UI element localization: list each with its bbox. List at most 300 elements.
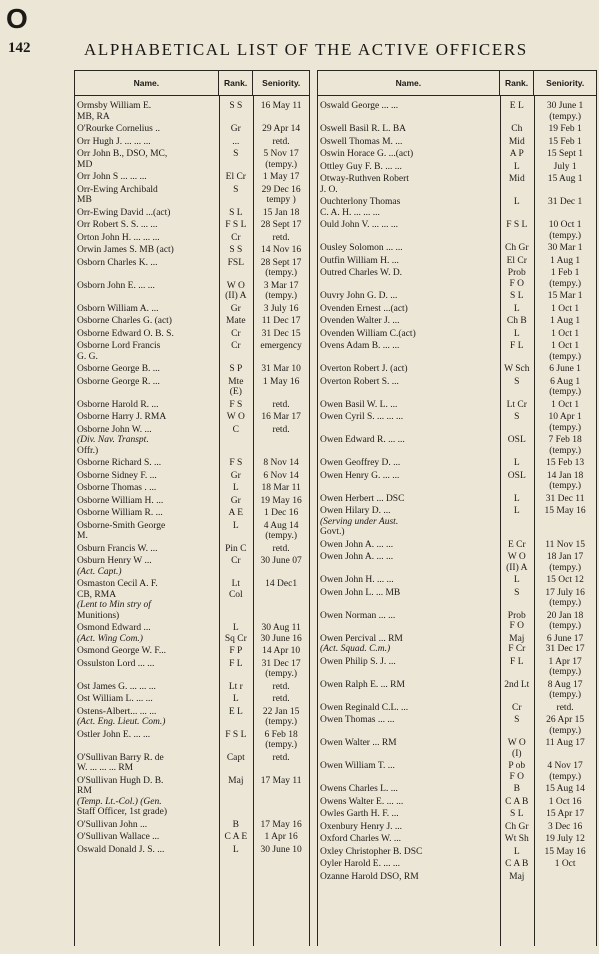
officer-rank: F Cr xyxy=(508,644,526,654)
officer-name-cell xyxy=(318,809,499,820)
officer-rank-cell xyxy=(218,659,253,680)
officer-rank: S xyxy=(233,184,239,195)
officer-rank-cell xyxy=(218,258,253,279)
officer-seniority-cell xyxy=(534,291,596,302)
officer-seniority: (tempy.) xyxy=(549,278,582,289)
officer-rank: Lt xyxy=(231,579,241,589)
officer-name: (Div. Nav. Transpt. xyxy=(77,435,149,445)
officer-name: Osborne-Smith George xyxy=(77,520,166,531)
officer-rank-cell xyxy=(499,834,534,845)
officer-seniority-cell xyxy=(534,634,596,655)
officer-rank-cell xyxy=(218,149,253,170)
officer-seniority: (tempy.) xyxy=(549,562,582,573)
officer-name-cell xyxy=(75,659,218,680)
officer-name: Owen Philip S. J. ... xyxy=(320,656,396,667)
officer-name: Ovenden William C.(act) xyxy=(320,328,416,339)
officer-rank-cell xyxy=(499,703,534,714)
officer-name: Ovens Adam B. ... ... xyxy=(320,341,400,351)
officer-rank-cell xyxy=(499,715,534,736)
officer-name: (Serving under Aust. xyxy=(320,516,399,527)
officer-seniority-cell xyxy=(534,703,596,714)
officer-name: Oswin Horace G. ...(act) xyxy=(320,149,414,159)
officer-seniority: (tempy.) xyxy=(549,621,582,631)
officer-seniority: 31 Dec 15 xyxy=(261,328,301,339)
officer-rank: Prob xyxy=(507,610,526,621)
officer-seniority-cell xyxy=(253,694,309,705)
officer-rank-cell xyxy=(499,329,534,340)
officer-name: Owles Garth H. F. ... xyxy=(320,809,399,819)
officer-name-cell xyxy=(75,425,218,457)
name-column-header: Name. xyxy=(395,78,422,88)
officer-name-cell xyxy=(318,364,499,375)
officer-rank-cell xyxy=(499,458,534,469)
officer-rank: Gr xyxy=(230,495,241,506)
officer-name: Osmaston Cecil A. F. xyxy=(77,579,158,589)
officer-name-cell xyxy=(318,784,499,795)
officer-name: Oswell Thomas M. ... xyxy=(320,136,403,147)
officer-seniority-cell xyxy=(253,400,309,411)
officer-name: (Lent to Min stry of xyxy=(77,600,151,610)
officer-rank: S L xyxy=(510,291,524,301)
officer-seniority-cell xyxy=(253,124,309,135)
rank-column-header: Rank. xyxy=(499,71,534,95)
officer-seniority: (tempy.) xyxy=(265,291,298,301)
officer-name: Outred Charles W. D. xyxy=(320,268,403,278)
officer-name: O'Sullivan Wallace ... xyxy=(77,832,160,842)
officer-entry xyxy=(75,364,309,375)
officer-seniority-cell xyxy=(534,149,596,160)
officer-entry xyxy=(75,220,309,231)
officer-rank-cell xyxy=(499,506,534,538)
officer-entry xyxy=(75,412,309,423)
officer-name: Govt.) xyxy=(320,527,345,537)
officer-entry xyxy=(318,329,596,340)
officer-rank: Wt Sh xyxy=(504,834,529,844)
officer-rank-cell xyxy=(218,425,253,457)
officer-name: Osmond Edward ... xyxy=(77,623,151,633)
officer-seniority: 28 Sept 17 xyxy=(260,220,302,230)
officer-name: Offr.) xyxy=(77,445,99,456)
officer-entry xyxy=(318,761,596,782)
officer-name: Osborn John E. ... ... xyxy=(77,280,155,291)
officer-name: Owen Walter ... RM xyxy=(320,738,397,748)
officer-rank: E L xyxy=(228,706,243,717)
seniority-column-header: Seniority. xyxy=(533,71,596,95)
officer-rank-cell xyxy=(499,412,534,433)
officer-name: (Act. Squad. C.m.) xyxy=(320,644,391,654)
officer-name: Oxley Christopher B. DSC xyxy=(320,846,423,857)
officer-name: Overton Robert S. ... xyxy=(320,376,399,387)
officer-rank-cell xyxy=(218,682,253,693)
officer-name-cell xyxy=(75,281,218,302)
officer-entry xyxy=(318,435,596,456)
officer-seniority-cell xyxy=(534,101,596,122)
officer-seniority-cell xyxy=(534,329,596,340)
officer-rank: S xyxy=(514,715,520,725)
officer-entry xyxy=(318,872,596,883)
officer-seniority: (tempy.) xyxy=(549,667,582,677)
officer-seniority: 14 Jan 18 xyxy=(546,470,584,481)
officer-rank-cell xyxy=(499,162,534,173)
officer-rank: Lt r xyxy=(228,681,243,692)
officer-name: Ouvry John G. D. ... xyxy=(320,291,398,301)
officer-rank: Cr xyxy=(231,232,241,243)
officer-rank: Capt xyxy=(226,752,245,763)
officer-seniority: 22 Jan 15 xyxy=(262,706,300,717)
officer-name: Owen John H. ... ... xyxy=(320,575,394,585)
officer-name: Owen Reginald C.L. ... xyxy=(320,702,409,713)
officer-seniority: 20 Jan 18 xyxy=(546,610,584,621)
officer-rank-cell xyxy=(499,657,534,678)
officer-seniority-cell xyxy=(253,149,309,170)
officer-name: Osborne Lord Francis xyxy=(77,341,161,351)
officer-entry xyxy=(318,797,596,808)
officer-name-cell xyxy=(318,316,499,327)
entry-list xyxy=(75,101,309,857)
officer-name-cell xyxy=(318,412,499,433)
officer-rank-cell xyxy=(218,832,253,843)
officer-rank: S L xyxy=(510,809,524,819)
officer-entry xyxy=(75,646,309,657)
officer-rank: E Cr xyxy=(507,539,526,550)
officer-entry xyxy=(318,847,596,858)
officer-seniority: 31 Dec 11 xyxy=(545,493,585,504)
officer-rank: C xyxy=(232,424,239,435)
officer-name: Ormsby William E. xyxy=(77,101,152,111)
officer-name-cell xyxy=(75,233,218,244)
officer-name-cell xyxy=(318,540,499,551)
officer-name-cell xyxy=(318,435,499,456)
officer-entry xyxy=(75,185,309,206)
officer-rank-cell xyxy=(499,291,534,302)
officer-name: Osburn Francis W. ... xyxy=(77,543,158,554)
officer-rank: S xyxy=(514,587,520,598)
officer-rank-cell xyxy=(218,556,253,577)
officer-rank-cell xyxy=(499,872,534,883)
officer-name: MB, RA xyxy=(77,111,110,122)
officer-seniority-cell xyxy=(534,174,596,195)
officer-name-cell xyxy=(318,506,499,538)
officer-rank-cell xyxy=(499,364,534,375)
officer-rank: L xyxy=(513,575,520,585)
officer-seniority-cell xyxy=(253,341,309,362)
officer-rank: F L xyxy=(229,658,243,669)
officer-rank: F S xyxy=(229,399,243,410)
officer-seniority-cell xyxy=(534,859,596,870)
officer-name: Ottley Guy F. B. ... ... xyxy=(320,161,402,172)
officer-seniority-cell xyxy=(253,496,309,507)
officer-name: G. G. xyxy=(77,351,98,362)
officer-rank: Cr xyxy=(512,702,522,713)
officer-name: O'Sullivan John ... xyxy=(77,819,148,830)
officer-rank: S P xyxy=(229,364,243,374)
officer-rank-cell xyxy=(218,730,253,751)
officer-name-cell xyxy=(75,753,218,774)
officer-entry xyxy=(75,101,309,122)
officer-rank-cell xyxy=(499,634,534,655)
officer-rank: ... xyxy=(232,136,240,147)
officer-entry xyxy=(318,588,596,609)
officer-seniority-cell xyxy=(534,412,596,433)
seniority-column-header: Seniority. xyxy=(252,71,309,95)
officer-rank-cell xyxy=(499,847,534,858)
officer-seniority-cell xyxy=(534,657,596,678)
officer-rank-cell xyxy=(499,268,534,289)
officer-name-cell xyxy=(318,611,499,632)
officer-name: Osborne Harry J. RMA xyxy=(77,412,167,422)
officer-rank: S S xyxy=(229,245,243,255)
officer-seniority: 17 May 11 xyxy=(260,775,302,786)
officer-seniority-cell xyxy=(253,544,309,555)
officer-seniority: 6 June 17 xyxy=(546,633,584,644)
officer-entry xyxy=(318,703,596,714)
officer-entry xyxy=(75,776,309,818)
officer-entry xyxy=(318,291,596,302)
officer-rank: A E xyxy=(228,508,244,518)
officer-entry xyxy=(318,400,596,411)
officer-rank: W O xyxy=(507,552,526,562)
officer-rank-cell xyxy=(499,174,534,195)
officer-seniority: (tempy.) xyxy=(549,445,582,456)
officer-seniority: 11 Dec 17 xyxy=(261,316,301,326)
officer-rank-cell xyxy=(499,494,534,505)
officer-seniority: 14 Apr 10 xyxy=(262,646,301,656)
officer-seniority-cell xyxy=(534,797,596,808)
officer-rank-cell xyxy=(218,316,253,327)
officer-rank-cell xyxy=(499,680,534,701)
officer-seniority-cell xyxy=(534,162,596,173)
officer-name-cell xyxy=(75,623,218,644)
officer-entry xyxy=(75,820,309,831)
officer-name: Oswell Basil R. L. BA xyxy=(320,124,407,134)
officer-entry xyxy=(75,377,309,398)
officer-entry xyxy=(318,575,596,586)
officer-name: Owen Norman ... ... xyxy=(320,610,396,621)
officer-seniority-cell xyxy=(534,137,596,148)
officer-seniority-cell xyxy=(534,316,596,327)
officer-seniority: 4 Aug 14 xyxy=(263,520,299,531)
officer-rank: L xyxy=(513,161,520,172)
officer-rank-cell xyxy=(499,137,534,148)
officer-entry xyxy=(318,506,596,538)
officer-entry xyxy=(318,256,596,267)
officer-seniority: 1 May 16 xyxy=(262,376,300,387)
officer-name: Osborne Thomas . ... xyxy=(77,483,157,493)
officer-rank-cell xyxy=(218,185,253,206)
officer-name: Ovenden Ernest ...(act) xyxy=(320,303,408,314)
officer-name-cell xyxy=(75,845,218,856)
officer-seniority-cell xyxy=(253,208,309,219)
officer-name-cell xyxy=(75,245,218,256)
officer-seniority-cell xyxy=(534,575,596,586)
officer-rank: (II) A xyxy=(225,291,247,301)
officer-entry xyxy=(75,304,309,315)
officer-entry xyxy=(318,268,596,289)
officer-rank: F S L xyxy=(506,220,528,230)
officer-name-cell xyxy=(75,258,218,279)
officer-seniority: 18 Jan 17 xyxy=(546,552,584,562)
officer-name-cell xyxy=(318,715,499,736)
officer-seniority-cell xyxy=(534,197,596,218)
officer-name: Osborne Sidney F. ... xyxy=(77,470,157,481)
officer-name-cell xyxy=(318,377,499,398)
officer-name-cell xyxy=(318,847,499,858)
officer-name: Osborne George R. ... xyxy=(77,376,160,387)
officer-name: Owens Walter E. ... ... xyxy=(320,796,404,807)
officer-seniority: 19 May 16 xyxy=(260,495,302,506)
officer-rank: Maj xyxy=(228,775,244,786)
officer-rank: F L xyxy=(510,656,524,667)
officer-name-cell xyxy=(318,471,499,492)
officer-name: O'Rourke Cornelius .. xyxy=(77,124,160,134)
officer-rank: L xyxy=(232,483,239,493)
officer-rank: W Sch xyxy=(504,364,530,374)
officer-entry xyxy=(75,258,309,279)
officer-entry xyxy=(75,483,309,494)
officer-name: Osborn William A. ... xyxy=(77,303,159,314)
officer-rank: S xyxy=(514,376,520,387)
officer-name: Oxenbury Henry J. ... xyxy=(320,821,403,832)
officer-entry xyxy=(318,471,596,492)
officer-name-cell xyxy=(75,400,218,411)
officer-seniority-cell xyxy=(253,521,309,542)
officer-entry xyxy=(318,149,596,160)
officer-seniority: 30 June 1 xyxy=(546,101,584,111)
officer-seniority: 11 Aug 17 xyxy=(545,738,585,748)
officer-name: Osborn Charles K. ... xyxy=(77,257,158,268)
officer-name-cell xyxy=(318,588,499,609)
officer-name: O'Sullivan Hugh D. B. xyxy=(77,775,164,786)
officer-seniority: 1 Dec 16 xyxy=(263,508,299,518)
officer-rank: (II) A xyxy=(506,562,528,573)
officer-seniority: 3 Mar 17 xyxy=(263,280,299,291)
officer-seniority-cell xyxy=(253,623,309,644)
officer-name-cell xyxy=(318,256,499,267)
officer-entry xyxy=(318,412,596,433)
officer-seniority: 30 Mar 1 xyxy=(547,243,583,253)
officer-entry xyxy=(318,304,596,315)
officer-seniority: 1 Aug 1 xyxy=(550,316,581,326)
officer-rank-cell xyxy=(499,197,534,218)
officer-seniority-cell xyxy=(253,659,309,680)
officer-entry xyxy=(318,834,596,845)
officer-rank-cell xyxy=(218,220,253,231)
officer-seniority: 18 Mar 11 xyxy=(261,483,301,493)
officer-rank: (I) xyxy=(512,748,522,759)
officer-seniority-cell xyxy=(534,872,596,883)
officer-name-cell xyxy=(75,544,218,555)
officer-name-cell xyxy=(75,185,218,206)
officer-seniority-cell xyxy=(534,552,596,573)
officer-name-cell xyxy=(318,268,499,289)
officer-entry xyxy=(75,556,309,577)
officer-seniority: 1 Oct 1 xyxy=(551,303,580,314)
officer-rank: E L xyxy=(509,101,524,111)
officer-name: Ould John V. ... ... ... xyxy=(320,220,399,230)
officer-name: Orr Robert S. S. ... ... xyxy=(77,220,158,230)
officer-name-cell xyxy=(318,634,499,655)
officer-rank: Ch xyxy=(511,124,523,134)
officer-name: Owen Cyril S. ... ... ... xyxy=(320,412,404,422)
officer-name-cell xyxy=(75,579,218,621)
officer-seniority-cell xyxy=(534,784,596,795)
officer-seniority: retd. xyxy=(272,543,290,554)
officer-name-cell xyxy=(318,834,499,845)
officer-seniority: 15 Aug 1 xyxy=(547,174,583,184)
officer-name-cell xyxy=(318,304,499,315)
officer-name-cell xyxy=(318,197,499,218)
officer-rank-cell xyxy=(218,776,253,818)
officer-rank-cell xyxy=(499,822,534,833)
officer-seniority: 31 Dec 1 xyxy=(547,197,583,207)
officer-entry xyxy=(75,623,309,644)
officer-rank: OSL xyxy=(507,470,526,481)
officer-name-cell xyxy=(318,341,499,362)
officer-name-cell xyxy=(75,149,218,170)
officer-seniority: (tempy.) xyxy=(549,351,582,362)
officer-seniority-cell xyxy=(534,809,596,820)
officer-rank-cell xyxy=(218,753,253,774)
officer-name-cell xyxy=(75,458,218,469)
officer-rank: Mte xyxy=(228,376,244,387)
officer-seniority: 7 Feb 18 xyxy=(548,435,582,445)
officer-seniority: 10 Oct 1 xyxy=(548,220,582,230)
officer-seniority-cell xyxy=(253,458,309,469)
officer-name: Owen William T. ... xyxy=(320,761,395,771)
officer-rank: 2nd Lt xyxy=(504,679,530,690)
officer-rank-cell xyxy=(218,483,253,494)
officer-rank: W O xyxy=(226,412,245,422)
officer-name: Owen Edward R. ... ... xyxy=(320,435,405,445)
officer-name: Osmond George W. F... xyxy=(77,646,167,656)
officer-seniority: (tempy.) xyxy=(265,740,298,750)
officer-entry xyxy=(75,579,309,621)
officer-rank: L xyxy=(513,303,520,314)
officer-seniority: (tempy.) xyxy=(265,531,298,541)
officer-name-cell xyxy=(318,822,499,833)
officer-seniority: (tempy.) xyxy=(549,422,582,433)
officer-name-cell xyxy=(318,162,499,173)
officer-rank: S xyxy=(514,412,520,422)
officer-seniority: (tempy.) xyxy=(549,481,582,491)
officer-rank: Gr xyxy=(230,124,241,134)
officer-seniority: 3 Dec 16 xyxy=(547,821,583,832)
officer-rank-cell xyxy=(218,508,253,519)
officer-name: MD xyxy=(77,159,93,170)
officer-entry xyxy=(318,738,596,759)
officer-seniority: 8 Nov 14 xyxy=(263,458,299,468)
officer-seniority: 26 Apr 15 xyxy=(546,715,585,725)
officer-name-cell xyxy=(75,329,218,340)
officer-name: M. xyxy=(77,531,88,541)
officer-seniority-cell xyxy=(253,707,309,728)
officer-name-cell xyxy=(318,291,499,302)
officer-rank-cell xyxy=(499,316,534,327)
officer-seniority: 4 Nov 17 xyxy=(547,761,583,771)
officer-seniority: 30 Aug 11 xyxy=(261,623,301,633)
officer-seniority-cell xyxy=(534,256,596,267)
officer-name-cell xyxy=(318,329,499,340)
officer-name-cell xyxy=(75,412,218,423)
officer-entry xyxy=(318,174,596,195)
officer-seniority: 15 Sept 1 xyxy=(547,149,584,159)
officer-seniority: 30 June 10 xyxy=(260,844,302,855)
officer-name: MB xyxy=(77,195,92,205)
officer-name-cell xyxy=(318,458,499,469)
officer-rank: F L xyxy=(510,341,524,351)
officer-seniority: 6 June 1 xyxy=(549,364,581,374)
officer-seniority-cell xyxy=(534,822,596,833)
